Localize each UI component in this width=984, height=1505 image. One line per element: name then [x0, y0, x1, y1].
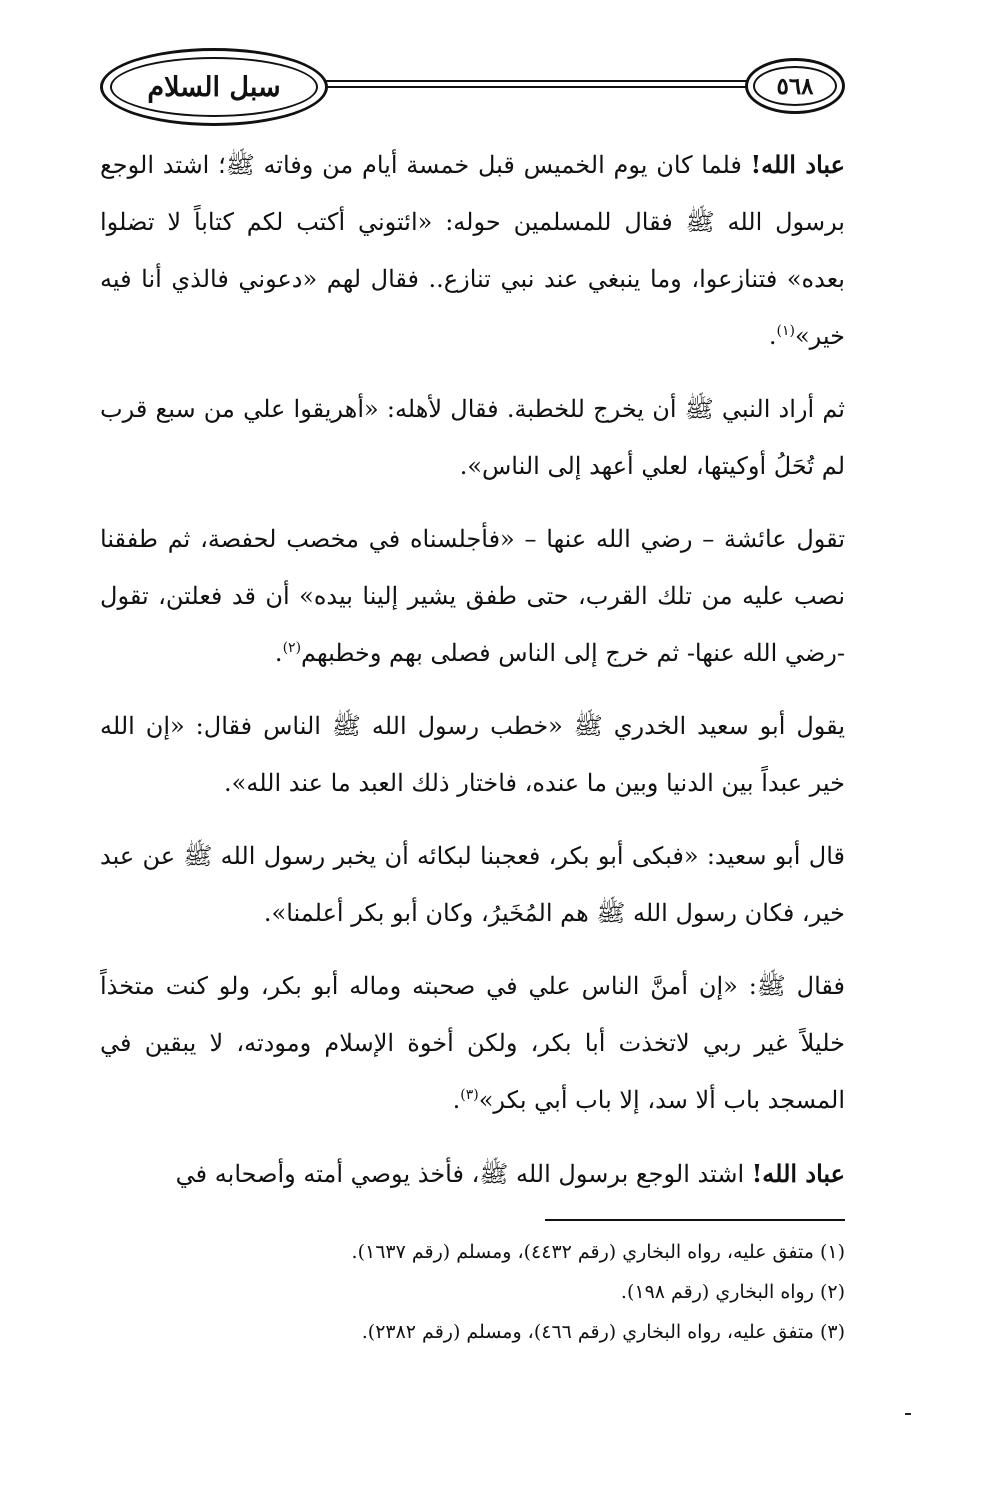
footnote-ref: (٢) [282, 640, 302, 656]
paragraph-tail: . [768, 322, 777, 350]
footnote: (٢) رواه البخاري (رقم ١٩٨). [620, 1281, 845, 1303]
paragraph-lead: عباد الله! [751, 1159, 845, 1188]
paragraph-text: تقول عائشة – رضي الله عنها – «فأجلسناه في مخصب لحفصة، ثم طفقنا نصب عليه من تلك القرب، حتى طفق يشير إلينا بيده» أن قد فعلتن، تقول -رضي الله عنها- ثم خرج إلى الناس فصلى بهم وخطبهم [100, 525, 845, 667]
footnote-divider [545, 1219, 845, 1221]
footnote: (٣) متفق عليه، رواه البخاري (رقم ٤٦٦)، ومسلم (رقم ٢٣٨٢). [361, 1321, 845, 1343]
body-text [100, 136, 845, 1219]
paragraph-text: ثم أراد النبي ﷺ أن يخرج للخطبة. فقال لأهله: «أهريقوا علي من سبع قرب لم تُحَلُ أوكيتها، لعلي أعهد إلى الناس». [100, 395, 845, 480]
paragraph [100, 1145, 845, 1203]
paragraph-text: يقول أبو سعيد الخدري ﷺ «خطب رسول الله ﷺ الناس فقال: «إن الله خير عبداً بين الدنيا وبين ما عنده، فاختار ذلك العبد ما عند الله». [100, 712, 845, 797]
paragraph-text: فلما كان يوم الخميس قبل خمسة أيام من وفاته ﷺ؛ اشتد الوجع برسول الله ﷺ فقال للمسلمين حوله: «ائتوني أكتب لكم كتاباً لا تضلوا بعده» فتنازعوا، وما ينبغي عند نبي تنازع.. فقال لهم «دعوني فالذي أنا فيه خير» [100, 151, 845, 350]
paragraph-tail: . [274, 639, 283, 667]
paragraph [100, 511, 845, 682]
paragraph [100, 958, 845, 1129]
paragraph [100, 136, 845, 365]
book-title: سبل السلام [147, 71, 281, 103]
footnote: (١) متفق عليه، رواه البخاري (رقم ٤٤٣٢)، ومسلم (رقم ١٦٣٧). [351, 1241, 845, 1263]
paragraph [100, 828, 845, 942]
footnote-ref: (١) [776, 323, 795, 339]
title-cartouche [100, 48, 328, 126]
footnotes [100, 1232, 845, 1352]
paragraph-lead: عباد الله! [750, 150, 845, 179]
scan-mark [905, 1413, 911, 1415]
paragraph-text: فقال ﷺ: «إن أمنَّ الناس علي في صحبته وماله أبو بكر، ولو كنت متخذاً خليلاً غير ربي لاتخذت أبا بكر، ولكن أخوة الإسلام ومودته، لا يبقين في المسجد باب ألا سد، إلا باب أبي بكر» [100, 972, 845, 1114]
paragraph [100, 381, 845, 495]
paragraph-tail: . [452, 1086, 461, 1114]
page-number: ٥٦٨ [776, 72, 814, 100]
paragraph-text: اشتد الوجع برسول الله ﷺ، فأخذ يوصي أمته وأصحابه في [175, 1160, 752, 1188]
paragraph [100, 698, 845, 812]
header-rule [326, 80, 747, 88]
paragraph-text: قال أبو سعيد: «فبكى أبو بكر، فعجبنا لبكائه أن يخبر رسول الله ﷺ عن عبد خير، فكان رسول الله ﷺ هم المُخَيرُ، وكان أبو بكر أعلمنا». [100, 842, 845, 927]
page-number-cartouche [745, 58, 845, 114]
page-header [100, 48, 845, 128]
footnote-ref: (٣) [460, 1087, 479, 1103]
